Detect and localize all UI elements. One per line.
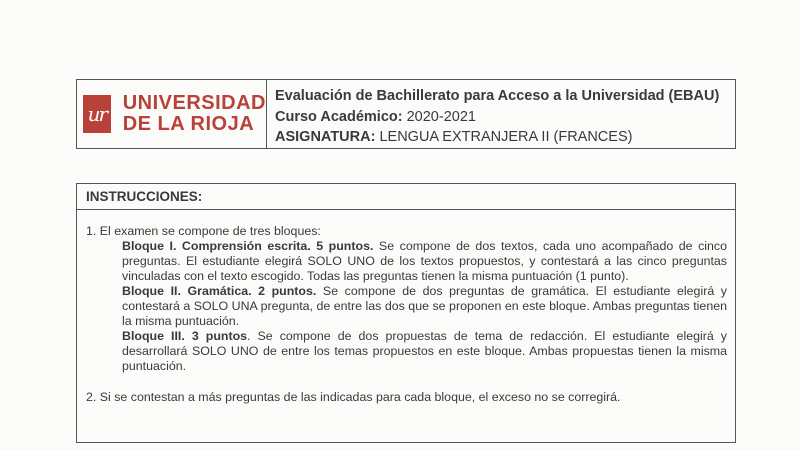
- exam-info: [267, 80, 735, 148]
- instructions-heading: INSTRUCCIONES:: [77, 184, 735, 210]
- block-3-text: . Se compone de dos propuestas de tema de redacción. El estudiante elegirá y desarrollará SOLO UNO de entre los temas propuestos en este bloque. Ambas propuestas tienen la misma puntuación.: [122, 329, 727, 373]
- instruction-item-2: 2. Si se contestan a más preguntas de las indicadas para cada bloque, el exceso no se corregirá.: [86, 390, 621, 404]
- instruction-item-1: 1. El examen se compone de tres bloques:: [86, 224, 321, 238]
- block-1-text: Se compone de dos textos, cada uno acompañado de cinco preguntas. El estudiante elegirá SOLO UNO de los textos propuestos, y contestará a las cinco preguntas vinculadas con el texto escogido. Todas las preguntas tienen la misma puntuación (1 punto).: [122, 239, 727, 283]
- university-name-line2: DE LA RIOJA: [122, 113, 255, 135]
- course-label: Curso Académico:: [275, 108, 403, 125]
- block-2: [122, 284, 727, 329]
- block-3-title: Bloque III. 3 puntos: [122, 329, 248, 343]
- course-value: 2020-2021: [406, 108, 476, 125]
- subject-label: ASIGNATURA:: [275, 129, 376, 145]
- university-name-line1: UNIVERSIDAD: [122, 92, 266, 114]
- exam-header: [76, 79, 736, 149]
- subject-value: LENGUA EXTRANJERA II (FRANCES): [379, 129, 633, 145]
- exam-title: Evaluación de Bachillerato para Acceso a la Universidad (EBAU): [275, 88, 720, 104]
- instructions-body: [77, 210, 735, 405]
- university-name: [123, 93, 266, 135]
- university-emblem-icon: ur: [83, 95, 111, 133]
- block-3: [122, 329, 727, 374]
- block-2-text: Se compone de dos preguntas de gramática. El estudiante elegirá y contestará a SOLO UNA pregunta, de entre las dos que se proponen en este bloque. Ambas preguntas tienen la misma puntuación.: [122, 284, 727, 328]
- block-1: [122, 239, 727, 284]
- block-2-title: Bloque II. Gramática. 2 puntos.: [122, 284, 317, 298]
- block-1-title: Bloque I. Comprensión escrita. 5 puntos.: [122, 239, 374, 253]
- instructions-box: [76, 183, 736, 443]
- university-logo: [77, 80, 267, 148]
